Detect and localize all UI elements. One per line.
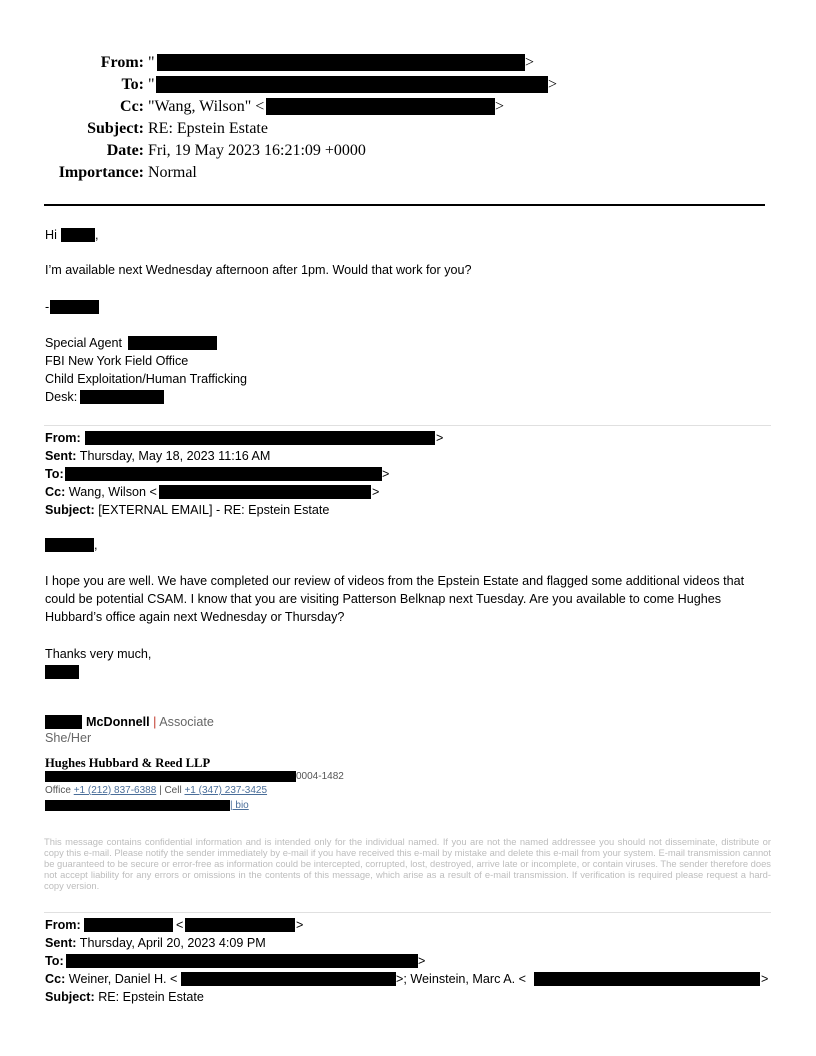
- header-divider: [44, 204, 765, 206]
- sig-phones: [45, 785, 267, 797]
- from-suffix: >: [525, 54, 535, 71]
- msg3-cc-mid: >; Weinstein, Marc A. <: [396, 972, 526, 986]
- msg3-from-suffix: >: [296, 918, 304, 932]
- msg3-sent-value: Thursday, April 20, 2023 4:09 PM: [79, 936, 266, 950]
- redaction-box: [185, 918, 295, 932]
- redaction-box: [85, 431, 435, 445]
- cell-phone-link[interactable]: +1 (347) 237-3425: [184, 785, 268, 796]
- msg3-cc-row: [45, 970, 177, 988]
- importance-label: Importance:: [58, 164, 144, 181]
- msg2-from-suffix: >: [436, 431, 444, 445]
- sig-zip: 0004-1482: [296, 771, 344, 782]
- date-label: Date:: [106, 142, 144, 159]
- sig-unit: Child Exploitation/Human Trafficking: [45, 372, 248, 386]
- msg3-subject-value: RE: Epstein Estate: [98, 990, 204, 1004]
- redaction-box: [65, 467, 382, 481]
- message-divider: [44, 912, 771, 913]
- msg2-to-label: [45, 465, 64, 483]
- email-header: [0, 52, 816, 192]
- redaction-box: [159, 485, 371, 499]
- msg3-from-mid: <: [176, 918, 184, 932]
- cc-row: [0, 96, 144, 118]
- to-suffix: >: [548, 76, 558, 93]
- redaction-box: [45, 715, 82, 729]
- msg2-cc-label: Cc:: [45, 485, 66, 499]
- msg2-cc-row: [45, 483, 157, 501]
- redaction-box: [66, 954, 418, 968]
- msg3-to-label-text: To:: [45, 954, 64, 968]
- sig-office: FBI New York Field Office: [45, 354, 189, 368]
- subject-label: Subject:: [87, 120, 144, 137]
- redaction-box: [156, 76, 548, 93]
- cc-label: Cc:: [120, 98, 144, 115]
- msg3-cc-suffix: >: [761, 972, 769, 986]
- redaction-box: [50, 300, 99, 314]
- sig-pronouns: She/Her: [45, 731, 92, 745]
- redaction-box: [181, 972, 396, 986]
- msg2-closing: Thanks very much,: [45, 647, 152, 661]
- redaction-box: [45, 800, 230, 811]
- signoff-dash: -: [45, 300, 50, 314]
- to-label: To:: [121, 76, 144, 93]
- msg3-subject-label: Subject:: [45, 990, 95, 1004]
- date-value: Fri, 19 May 2023 16:21:09 +0000: [148, 142, 366, 159]
- msg3-from-label: [45, 916, 81, 934]
- msg3-subject-row: [45, 988, 204, 1006]
- msg3-sent-row: [45, 934, 266, 952]
- message-divider: [44, 425, 771, 426]
- cell-label: | Cell: [156, 785, 185, 796]
- redaction-box: [80, 390, 164, 404]
- redaction-box: [45, 538, 94, 552]
- redaction-box: [157, 54, 525, 71]
- msg3-cc-label: Cc:: [45, 972, 66, 986]
- from-value: [148, 52, 155, 74]
- from-row: [0, 52, 144, 74]
- from-quote: ": [148, 54, 155, 71]
- date-row: [0, 140, 144, 162]
- msg2-to-suffix: >: [382, 467, 390, 481]
- subject-value: RE: Epstein Estate: [148, 120, 268, 137]
- msg3-sent-label: Sent:: [45, 936, 77, 950]
- reply-body: I’m available next Wednesday afternoon after 1pm. Would that work for you?: [45, 263, 472, 277]
- msg3-to-label: [45, 952, 64, 970]
- redaction-box: [61, 228, 95, 242]
- greeting: Hi: [45, 228, 57, 242]
- from-label: From:: [100, 54, 144, 71]
- msg2-cc-value: Wang, Wilson <: [68, 485, 157, 499]
- msg2-sent-row: [45, 447, 270, 465]
- redaction-box: [45, 771, 296, 782]
- office-label: Office: [45, 785, 74, 796]
- redaction-box: [266, 98, 495, 115]
- to-value: ": [148, 76, 155, 93]
- subject-row: [0, 118, 144, 140]
- msg2-subject-label: Subject:: [45, 503, 95, 517]
- msg2-from-label: [45, 429, 81, 447]
- msg2-greeting-comma: ,: [94, 538, 98, 552]
- msg2-to-label-text: To:: [45, 467, 64, 481]
- sig-name: McDonnell: [86, 715, 150, 729]
- sig-name-line: [86, 714, 214, 730]
- bio-link[interactable]: | bio: [230, 800, 249, 811]
- redaction-box: [534, 972, 760, 986]
- sig-title: Special Agent: [45, 336, 123, 350]
- msg2-subject-value: [EXTERNAL EMAIL] - RE: Epstein Estate: [98, 503, 330, 517]
- msg2-body: I hope you are well. We have completed our review of videos from the Epstein Estate and flagged some additional videos that could be potential CSAM. I know that you are visiting Patterson Belknap next Tuesday. Are you available to come Hughes Hubbard’s office again next Wednesday or Thursday?: [45, 574, 745, 624]
- sig-desk: Desk:: [45, 390, 78, 404]
- msg2-subject-row: [45, 501, 329, 519]
- sig-separator: |: [149, 715, 160, 729]
- redaction-box: [84, 918, 173, 932]
- msg2-sent-value: Thursday, May 18, 2023 11:16 AM: [79, 449, 271, 463]
- greeting-comma: ,: [95, 228, 99, 242]
- office-phone-link[interactable]: +1 (212) 837-6388: [73, 785, 157, 796]
- importance-row: [0, 162, 144, 184]
- msg2-sent-label: Sent:: [45, 449, 77, 463]
- cc-suffix: >: [495, 98, 505, 115]
- cc-value: "Wang, Wilson" <: [148, 98, 265, 115]
- sig-role: Associate: [159, 715, 214, 729]
- msg3-to-suffix: >: [418, 954, 426, 968]
- msg3-from-label-text: From:: [45, 918, 81, 932]
- msg2-from-label-text: From:: [45, 431, 81, 445]
- msg2-cc-suffix: >: [372, 485, 380, 499]
- confidentiality-disclaimer: This message contains confidential information and is intended only for the individual named. If you are not the named addressee you should not disseminate, distribute or copy this e-mail. Please notify the sender immediately by e-mail if you have received this e-mail by mistake and delete this e-mail from your system. E-mail transmission cannot be guaranteed to be secure or error-free as information could be intercepted, corrupted, lost, destroyed, arrive late or incomplete, or contain viruses. The sender therefore does not accept liability for any errors or omissions in the contents of this message, which arise as a result of e-mail transmission. If verification is required please request a hard-copy version.: [44, 836, 771, 891]
- sig-firm: Hughes Hubbard & Reed LLP: [45, 756, 211, 770]
- redaction-box: [45, 665, 79, 679]
- importance-value: Normal: [148, 164, 197, 181]
- redaction-box: [128, 336, 217, 350]
- msg3-cc-value1: Weiner, Daniel H. <: [68, 972, 178, 986]
- to-row: [0, 74, 144, 96]
